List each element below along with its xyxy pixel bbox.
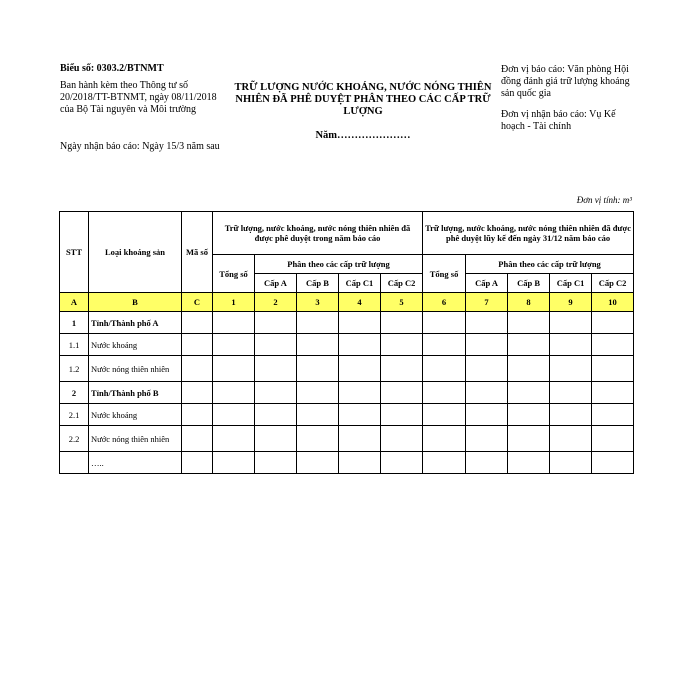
value-cell[interactable] <box>381 312 423 334</box>
value-cell[interactable] <box>297 356 339 382</box>
value-cell[interactable] <box>381 334 423 356</box>
receiving-unit: Đơn vị nhận báo cáo: Vụ Kế hoạch - Tài chính <box>501 109 616 132</box>
value-cell[interactable] <box>182 404 213 426</box>
receive-date: Ngày nhận báo cáo: Ngày 15/3 năm sau <box>60 141 220 152</box>
value-cell[interactable] <box>381 452 423 474</box>
row-stt: 1.2 <box>60 356 89 382</box>
header-level: Cấp A <box>466 274 508 293</box>
header-group-year: Trữ lượng, nước khoáng, nước nóng thiên nhiên đã được phê duyệt trong năm báo cáo <box>213 212 423 255</box>
value-cell[interactable] <box>297 404 339 426</box>
value-cell[interactable] <box>592 382 634 404</box>
value-cell[interactable] <box>466 334 508 356</box>
value-cell[interactable] <box>423 426 466 452</box>
value-cell[interactable] <box>550 312 592 334</box>
value-cell[interactable] <box>255 382 297 404</box>
value-cell[interactable] <box>297 452 339 474</box>
form-code: Biểu số: 0303.2/BTNMT <box>60 63 164 74</box>
value-cell[interactable] <box>182 312 213 334</box>
value-cell[interactable] <box>297 426 339 452</box>
table-row <box>60 312 634 334</box>
value-cell[interactable] <box>466 312 508 334</box>
value-cell[interactable] <box>592 426 634 452</box>
value-cell[interactable] <box>508 382 550 404</box>
value-cell[interactable] <box>466 426 508 452</box>
table-row <box>60 452 634 474</box>
header-level: Cấp C2 <box>592 274 634 293</box>
row-stt: 1.1 <box>60 334 89 356</box>
table-row <box>60 356 634 382</box>
value-cell[interactable] <box>423 452 466 474</box>
row-stt: 2.2 <box>60 426 89 452</box>
value-cell[interactable] <box>213 382 255 404</box>
value-cell[interactable] <box>466 382 508 404</box>
column-index-cell: B <box>89 293 182 312</box>
value-cell[interactable] <box>508 452 550 474</box>
table-row <box>60 382 634 404</box>
row-stt: 2 <box>60 382 89 404</box>
value-cell[interactable] <box>182 452 213 474</box>
row-name: ….. <box>89 452 182 474</box>
column-index-cell: 3 <box>297 293 339 312</box>
value-cell[interactable] <box>423 334 466 356</box>
value-cell[interactable] <box>381 356 423 382</box>
header-level: Cấp B <box>297 274 339 293</box>
value-cell[interactable] <box>423 312 466 334</box>
value-cell[interactable] <box>466 356 508 382</box>
header-level: Cấp C2 <box>381 274 423 293</box>
value-cell[interactable] <box>213 334 255 356</box>
header-code: Mã số <box>182 212 213 293</box>
row-name: Tỉnh/Thành phố A <box>89 312 182 334</box>
report-title: TRỮ LƯỢNG NƯỚC KHOÁNG, NƯỚC NÓNG THIÊN NHIÊN ĐÃ PHÊ DUYỆT PHÂN THEO CÁC CẤP TRỮ LƯỢNG <box>234 82 492 117</box>
value-cell[interactable] <box>213 312 255 334</box>
value-cell[interactable] <box>508 312 550 334</box>
value-cell[interactable] <box>339 356 381 382</box>
table-row <box>60 334 634 356</box>
value-cell[interactable] <box>381 382 423 404</box>
table-row <box>60 404 634 426</box>
value-cell[interactable] <box>466 404 508 426</box>
row-name: Nước khoáng <box>89 334 182 356</box>
value-cell[interactable] <box>339 382 381 404</box>
value-cell[interactable] <box>182 426 213 452</box>
header-level: Cấp A <box>255 274 297 293</box>
header-total: Tổng số <box>213 255 255 293</box>
report-year: Năm………………… <box>315 130 411 141</box>
value-cell[interactable] <box>213 356 255 382</box>
column-index-cell: 8 <box>508 293 550 312</box>
column-index-cell: 2 <box>255 293 297 312</box>
header-level: Cấp C1 <box>339 274 381 293</box>
column-index-cell: 5 <box>381 293 423 312</box>
value-cell[interactable] <box>182 382 213 404</box>
value-cell[interactable] <box>592 452 634 474</box>
header-level: Cấp B <box>508 274 550 293</box>
value-cell[interactable] <box>297 382 339 404</box>
row-stt: 1 <box>60 312 89 334</box>
row-stt <box>60 452 89 474</box>
value-cell[interactable] <box>508 356 550 382</box>
value-cell[interactable] <box>182 356 213 382</box>
value-cell[interactable] <box>339 334 381 356</box>
table-row <box>60 426 634 452</box>
value-cell[interactable] <box>255 426 297 452</box>
value-cell[interactable] <box>255 404 297 426</box>
value-cell[interactable] <box>550 382 592 404</box>
value-cell[interactable] <box>297 334 339 356</box>
value-cell[interactable] <box>182 334 213 356</box>
value-cell[interactable] <box>592 312 634 334</box>
header-by-level: Phân theo các cấp trữ lượng <box>466 255 634 274</box>
row-name: Nước nóng thiên nhiên <box>89 426 182 452</box>
row-name: Nước khoáng <box>89 404 182 426</box>
column-index-cell: A <box>60 293 89 312</box>
report-table <box>59 211 634 474</box>
column-index-cell: 1 <box>213 293 255 312</box>
reporting-unit: Đơn vị báo cáo: Văn phòng Hội đồng đánh giá trữ lượng khoáng sản quốc gia <box>501 64 630 99</box>
column-index-cell: C <box>182 293 213 312</box>
value-cell[interactable] <box>339 426 381 452</box>
value-cell[interactable] <box>297 312 339 334</box>
value-cell[interactable] <box>592 356 634 382</box>
value-cell[interactable] <box>550 356 592 382</box>
value-cell[interactable] <box>213 426 255 452</box>
header-by-level: Phân theo các cấp trữ lượng <box>255 255 423 274</box>
value-cell[interactable] <box>592 334 634 356</box>
value-cell[interactable] <box>423 404 466 426</box>
value-cell[interactable] <box>550 404 592 426</box>
value-cell[interactable] <box>255 312 297 334</box>
value-cell[interactable] <box>339 312 381 334</box>
value-cell[interactable] <box>381 426 423 452</box>
issued-text: Ban hành kèm theo Thông tư số 20/2018/TT-BTNMT, ngày 08/11/2018 của Bộ Tài nguyên và Môi trường <box>60 80 217 115</box>
value-cell[interactable] <box>508 426 550 452</box>
column-index-cell: 6 <box>423 293 466 312</box>
row-name: Tỉnh/Thành phố B <box>89 382 182 404</box>
value-cell[interactable] <box>423 356 466 382</box>
value-cell[interactable] <box>255 356 297 382</box>
header-total: Tổng số <box>423 255 466 293</box>
value-cell[interactable] <box>339 452 381 474</box>
header-type: Loại khoáng sản <box>89 212 182 293</box>
value-cell[interactable] <box>423 382 466 404</box>
value-cell[interactable] <box>550 426 592 452</box>
value-cell[interactable] <box>255 452 297 474</box>
header-level: Cấp C1 <box>550 274 592 293</box>
value-cell[interactable] <box>592 404 634 426</box>
value-cell[interactable] <box>508 334 550 356</box>
unit-label: Đơn vị tính: m³ <box>576 195 632 205</box>
value-cell[interactable] <box>381 404 423 426</box>
value-cell[interactable] <box>508 404 550 426</box>
value-cell[interactable] <box>550 452 592 474</box>
column-index-cell: 4 <box>339 293 381 312</box>
value-cell[interactable] <box>339 404 381 426</box>
row-stt: 2.1 <box>60 404 89 426</box>
column-index-cell: 9 <box>550 293 592 312</box>
value-cell[interactable] <box>213 452 255 474</box>
value-cell[interactable] <box>213 404 255 426</box>
row-name: Nước nóng thiên nhiên <box>89 356 182 382</box>
header-group-cumulative: Trữ lượng, nước khoáng, nước nóng thiên nhiên đã được phê duyệt lũy kế đến ngày 31/12 năm báo cáo <box>423 212 634 255</box>
column-index-cell: 10 <box>592 293 634 312</box>
value-cell[interactable] <box>255 334 297 356</box>
column-index-cell: 7 <box>466 293 508 312</box>
header-stt: STT <box>60 212 89 293</box>
value-cell[interactable] <box>550 334 592 356</box>
value-cell[interactable] <box>466 452 508 474</box>
